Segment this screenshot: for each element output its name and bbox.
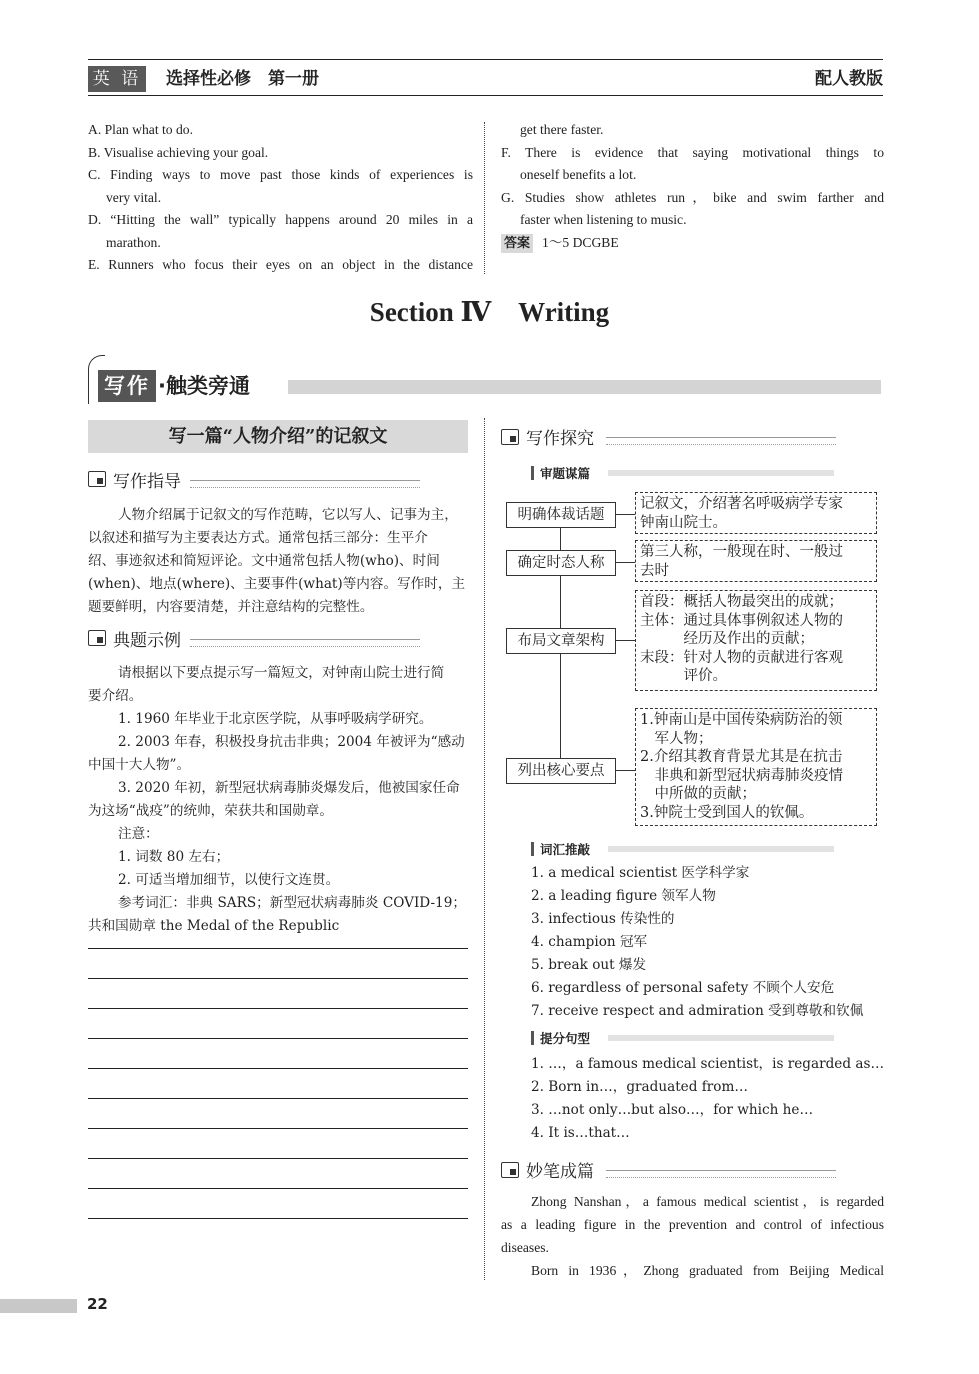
essay-line: Born in 1936，Zhong graduated from Beijing Medical bbox=[531, 1263, 884, 1278]
flow-box-points: 列出核心要点 bbox=[506, 758, 616, 784]
example-line: 参考词汇：非典 SARS；新型冠状病毒肺炎 COVID-19； bbox=[118, 895, 466, 911]
book-title: 选择性必修 第一册 bbox=[166, 69, 319, 89]
banner-title: ·触类旁通 bbox=[158, 374, 250, 398]
option-e-cont: get there faster. bbox=[520, 122, 604, 137]
essay-line: diseases. bbox=[501, 1240, 549, 1255]
patterns-bar bbox=[531, 1031, 534, 1045]
flow-detail-line: 末段：针对人物的贡献进行客观 bbox=[640, 649, 843, 666]
option-e: E. Runners who focus their eyes on an object in the distance bbox=[88, 257, 473, 272]
flow-detail-line: 3.钟院士受到国人的钦佩。 bbox=[640, 804, 814, 821]
banner-bar bbox=[288, 380, 881, 394]
page-number: 22 bbox=[87, 1295, 108, 1313]
example-line: 1. 1960 年毕业于北京医学院，从事呼吸病学研究。 bbox=[118, 711, 433, 727]
flow-detail-line: 主体：通过具体事例叙述人物的 bbox=[640, 612, 843, 629]
patterns-rule bbox=[608, 1035, 834, 1041]
vocab-item: 3. infectious 传染性的 bbox=[531, 911, 675, 927]
example-line: 请根据以下要点提示写一篇短文，对钟南山院士进行简 bbox=[118, 665, 445, 681]
vocab-heading: 词汇推敲 bbox=[540, 842, 591, 857]
essay-rule bbox=[606, 1170, 836, 1178]
example-line: 1. 词数 80 左右； bbox=[118, 849, 230, 865]
writing-line bbox=[88, 1098, 468, 1099]
vocab-item: 5. break out 爆发 bbox=[531, 957, 647, 973]
writing-line bbox=[88, 948, 468, 949]
plan-rule bbox=[608, 470, 834, 476]
vocab-bar bbox=[531, 842, 534, 856]
example-line: 共和国勋章 the Medal of the Republic bbox=[88, 918, 340, 934]
flow-connector bbox=[615, 514, 635, 515]
vocab-rule bbox=[608, 846, 834, 852]
vocab-item: 4. champion 冠军 bbox=[531, 934, 648, 950]
pattern-item: 2. Born in…，graduated from… bbox=[531, 1079, 748, 1095]
option-d: D. “Hitting the wall” typically happens around 20 miles in a bbox=[88, 212, 473, 227]
answer-label: 答案 bbox=[501, 234, 533, 253]
essay-title: 妙笔成篇 bbox=[526, 1162, 594, 1182]
example-line: 注意： bbox=[118, 826, 159, 842]
flow-connector bbox=[615, 770, 635, 771]
flow-detail-tense bbox=[635, 540, 877, 582]
flow-connector bbox=[615, 640, 635, 641]
option-f-cont: oneself benefits a lot. bbox=[520, 167, 637, 182]
example-line: 中国十大人物”。 bbox=[88, 757, 191, 773]
answer-text: 1～5 DCGBE bbox=[542, 235, 619, 250]
option-g-cont: faster when listening to music. bbox=[520, 212, 687, 227]
writing-line bbox=[88, 1068, 468, 1069]
vocab-item: 6. regardless of personal safety 不顾个人安危 bbox=[531, 980, 835, 996]
pattern-item: 4. It is…that… bbox=[531, 1125, 630, 1141]
flow-detail-line: 第三人称，一般现在时、一般过 bbox=[640, 544, 843, 560]
flow-detail-line: 去时 bbox=[640, 562, 669, 579]
flow-detail-structure bbox=[635, 590, 877, 691]
essay-line: as a leading figure in the prevention and control of infectious bbox=[501, 1217, 884, 1232]
flow-detail-line: 记叙文，介绍著名呼吸病学专家 bbox=[640, 496, 843, 512]
patterns-heading: 提分句型 bbox=[540, 1031, 591, 1046]
header-top-rule bbox=[88, 59, 883, 60]
guide-icon bbox=[88, 471, 106, 487]
flow-box-structure: 布局文章架构 bbox=[506, 628, 616, 654]
example-icon bbox=[88, 630, 106, 646]
option-d-cont: marathon. bbox=[106, 235, 161, 250]
option-c-cont: very vital. bbox=[106, 190, 162, 205]
subject-tag: 英 语 bbox=[88, 66, 146, 92]
explore-icon bbox=[501, 429, 519, 445]
example-line: 要介绍。 bbox=[88, 688, 143, 704]
writing-line bbox=[88, 1008, 468, 1009]
writing-line bbox=[88, 1128, 468, 1129]
column-divider-top bbox=[484, 122, 485, 274]
flow-detail-line: 评价。 bbox=[640, 668, 727, 684]
flow-detail-line: 1.钟南山是中国传染病防治的领 bbox=[640, 712, 843, 728]
pattern-item: 3. …not only…but also…，for which he… bbox=[531, 1102, 814, 1118]
flow-detail-genre bbox=[635, 492, 877, 534]
flow-detail-line: 中所做的贡献； bbox=[640, 786, 756, 802]
writing-line bbox=[88, 1038, 468, 1039]
guide-line: 以叙述和描写为主要表达方式。通常包括三部分：生平介 bbox=[88, 530, 428, 546]
vocab-item: 1. a medical scientist 医学科学家 bbox=[531, 865, 750, 881]
explore-title: 写作探究 bbox=[526, 429, 594, 449]
option-a: A. Plan what to do. bbox=[88, 122, 193, 137]
guide-line: 人物介绍属于记叙文的写作范畴，它以写人、记事为主， bbox=[118, 507, 458, 523]
flow-box-genre: 明确体裁话题 bbox=[506, 502, 616, 528]
option-g: G. Studies show athletes run，bike and swim farther and bbox=[501, 190, 884, 205]
vocab-item: 7. receive respect and admiration 受到尊敬和钦佩 bbox=[531, 1003, 864, 1019]
option-b: B. Visualise achieving your goal. bbox=[88, 145, 269, 160]
writing-line bbox=[88, 1158, 468, 1159]
flow-detail-line: 非典和新型冠状病毒肺炎疫情 bbox=[640, 767, 843, 784]
flow-detail-line: 军人物； bbox=[640, 730, 713, 747]
example-line: 3. 2020 年初，新型冠状病毒肺炎爆发后，他被国家任命 bbox=[118, 780, 460, 796]
example-line: 为这场“战疫”的统帅，荣获共和国勋章。 bbox=[88, 803, 333, 819]
example-title: 典题示例 bbox=[113, 631, 181, 651]
explore-rule bbox=[606, 437, 836, 445]
guide-line: (when)、地点(where)、主要事件(what)等内容。写作时，主 bbox=[88, 576, 466, 592]
plan-bar bbox=[531, 466, 534, 480]
guide-title: 写作指导 bbox=[113, 472, 181, 492]
banner-tag: 写作 bbox=[98, 370, 156, 402]
footer-bar bbox=[0, 1299, 77, 1313]
writing-line bbox=[88, 1218, 468, 1219]
flow-detail-line: 经历及作出的贡献； bbox=[640, 631, 814, 647]
flow-box-tense: 确定时态人称 bbox=[506, 550, 616, 576]
example-line: 2. 2003 年春，积极投身抗击非典；2004 年被评为“感动 bbox=[118, 734, 465, 750]
guide-line: 绍、事迹叙述和简短评论。文中通常包括人物(who)、时间 bbox=[88, 553, 440, 569]
example-rule bbox=[190, 639, 420, 647]
essay-icon bbox=[501, 1162, 519, 1178]
section-title: Section Ⅳ Writing bbox=[369, 297, 610, 327]
option-c: C. Finding ways to move past those kinds of experiences is bbox=[88, 167, 473, 182]
flow-detail-line: 2.介绍其教育背景尤其是在抗击 bbox=[640, 749, 843, 765]
example-line: 2. 可适当增加细节，以使行文连贯。 bbox=[118, 872, 340, 888]
column-divider-main bbox=[484, 418, 485, 1280]
flow-detail-points bbox=[635, 708, 877, 826]
flow-detail-line: 钟南山院士。 bbox=[640, 514, 727, 531]
header-bottom-rule bbox=[88, 95, 883, 96]
guide-line: 题要鲜明，内容要清楚，并注意结构的完整性。 bbox=[88, 599, 374, 615]
guide-rule bbox=[190, 480, 420, 488]
pattern-item: 1. …，a famous medical scientist，is regarded as… bbox=[531, 1056, 885, 1072]
flow-detail-line: 首段：概括人物最突出的成就； bbox=[640, 594, 843, 610]
essay-line: Zhong Nanshan，a famous medical scientist，is regarded bbox=[531, 1194, 884, 1209]
option-f: F. There is evidence that saying motivational things to bbox=[501, 145, 884, 160]
vocab-item: 2. a leading figure 领军人物 bbox=[531, 888, 716, 904]
writing-line bbox=[88, 1188, 468, 1189]
flow-connector bbox=[615, 562, 635, 563]
writing-line bbox=[88, 978, 468, 979]
plan-heading: 审题谋篇 bbox=[540, 466, 591, 481]
topic-box: 写一篇“人物介绍”的记叙文 bbox=[88, 420, 468, 453]
edition-label: 配人教版 bbox=[815, 69, 883, 89]
